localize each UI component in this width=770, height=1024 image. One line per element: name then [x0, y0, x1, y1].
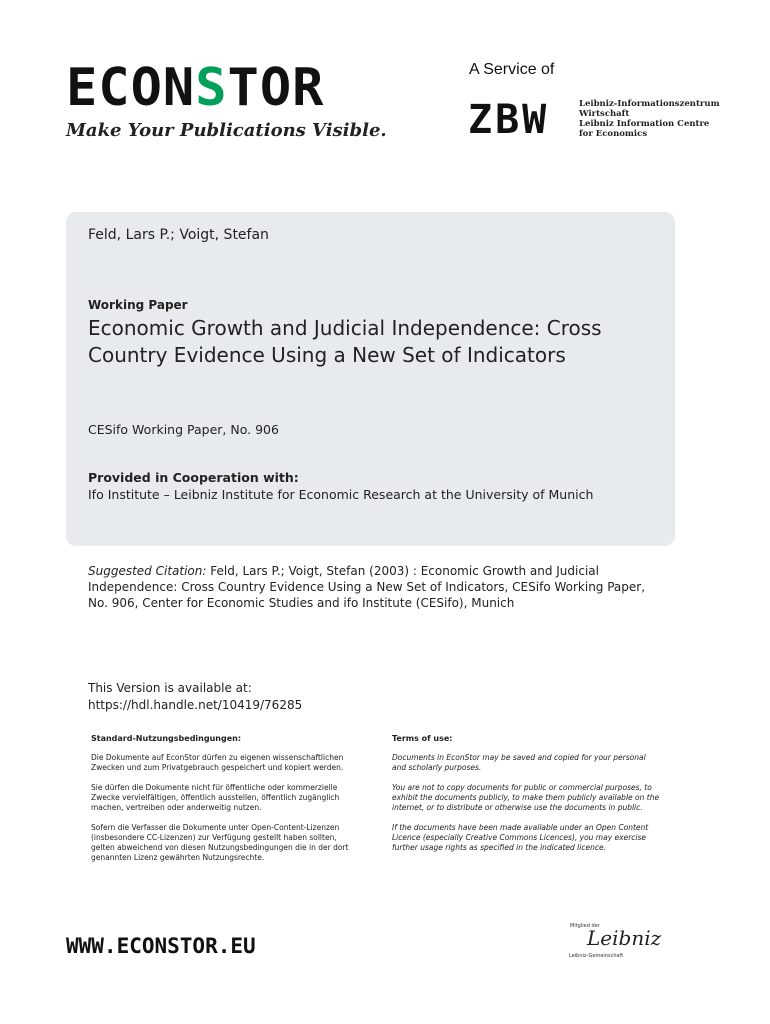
- document-type: Working Paper: [88, 298, 188, 312]
- terms-english-p2: You are not to copy documents for public or commercial purposes, to exhibit the documents publicly, to make them publicly available on the internet, or to distribute or otherwise use the documents in public.: [392, 783, 660, 812]
- leibniz-script: Leibniz: [587, 926, 662, 950]
- cooperation-label: Provided in Cooperation with:: [88, 470, 299, 485]
- terms-german-p1: Die Dokumente auf EconStor dürfen zu eigenen wissenschaftlichen Zwecken und zum Privatgebrauch gespeichert und kopiert werden.: [91, 753, 344, 772]
- zbw-logo: ZBW: [468, 97, 550, 143]
- cooperation-institution: Ifo Institute – Leibniz Institute for Economic Research at the University of Munich: [88, 487, 594, 502]
- terms-english-p3: If the documents have been made available under an Open Content Licence (especially Creative Commons Licences), you may exercise further usage rights as specified in the indicated licence.: [392, 823, 649, 852]
- document-title: Economic Growth and Judicial Independence: Cross Country Evidence Using a New Set of Indicators: [88, 316, 602, 367]
- econstor-tagline: Make Your Publications Visible.: [66, 120, 387, 141]
- availability: [88, 680, 302, 714]
- terms-german-p3: Sofern die Verfasser die Dokumente unter Open-Content-Lizenzen (insbesondere CC-Lizenzen) zur Verfügung gestellt haben sollten, gelten abweichend von diesen Nutzungsbedingungen die in der dort genannten Lizenz gewährten Nutzungsrechte.: [91, 823, 349, 862]
- series-info: CESifo Working Paper, No. 906: [88, 422, 279, 437]
- terms-german-p2: Sie dürfen die Dokumente nicht für öffentliche oder kommerzielle Zwecke vervielfältigen, öffentlich ausstellen, öffentlich zugänglich machen, vertreiben oder anderweitig nutzen.: [91, 783, 340, 812]
- citation-label: Suggested Citation:: [88, 564, 207, 578]
- suggested-citation: [88, 563, 648, 611]
- econstor-website-link[interactable]: WWW.ECONSTOR.EU: [66, 934, 256, 958]
- leibniz-logo: [565, 920, 662, 970]
- terms-english-heading: Terms of use:: [392, 734, 453, 743]
- availability-label: This Version is available at:: [88, 681, 252, 695]
- terms-english-p1: Documents in EconStor may be saved and copied for your personal and scholarly purposes.: [392, 753, 646, 772]
- leibniz-gemeinschaft: Leibniz-Gemeinschaft: [569, 953, 624, 959]
- handle-link[interactable]: https://hdl.handle.net/10419/76285: [88, 698, 303, 712]
- service-of-label: A Service of: [469, 61, 555, 78]
- econstor-logo: ECONSTOR: [66, 58, 325, 118]
- authors: Feld, Lars P.; Voigt, Stefan: [88, 227, 269, 243]
- terms-german: [91, 734, 361, 863]
- econstor-logo-accent: S: [195, 58, 228, 118]
- zbw-name: Leibniz-Informationszentrum Wirtschaft Leibniz Information Centre for Economics: [579, 99, 720, 139]
- terms-german-heading: Standard-Nutzungsbedingungen:: [91, 734, 242, 743]
- terms-english: [392, 734, 662, 853]
- citation-text: Feld, Lars P.; Voigt, Stefan (2003) : Economic Growth and Judicial Independence: Cross Country Evidence Using a New Set of Indicators, CESifo Working Paper, No. 906, Center for Economic Studies and ifo Institute (CESifo), Munich: [88, 564, 646, 610]
- member-of-label: Mitglied der: [570, 923, 600, 929]
